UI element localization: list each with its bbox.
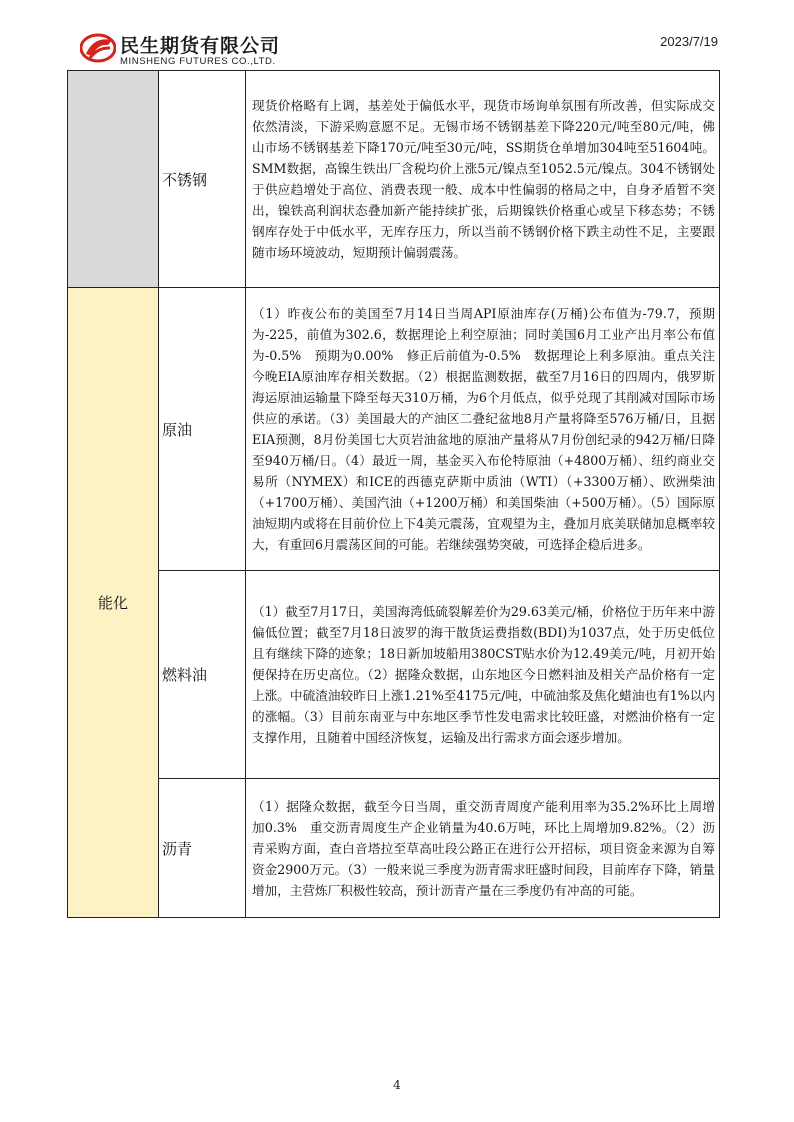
table-row bbox=[68, 288, 720, 571]
commentary-text: （1）截至7月17日，美国海湾低硫裂解差价为29.63美元/桶，价格位于历年来中游偏低位置；截至7月18日波罗的海干散货运费指数(BDI)为1037点，处于历史低位且有继续下降的迹象；18日新加坡船用380CST贴水价为12.49美元/吨，月初开始便保持在历史高位。（2）据隆众数据，山东地区今日燃料油及相关产品价格有一定上涨。中硫渣油较昨日上涨1.21%至4175元/吨，中硫油浆及焦化蜡油也有1%以内的涨幅。（3）目前东南亚与中东地区季节性发电需求比较旺盛，对燃油价格有一定支撑作用，且随着中国经济恢复，运输及出行需求方面会逐步增加。 bbox=[252, 604, 715, 745]
table-row bbox=[68, 71, 720, 288]
company-name-en: MINSHENG FUTURES CO.,LTD. bbox=[120, 56, 276, 67]
commentary-stainless-steel bbox=[246, 71, 720, 288]
sector-energy-chemicals: 能化 bbox=[68, 288, 159, 918]
sector-cell-empty bbox=[68, 71, 159, 288]
commentary-text: （1）据隆众数据，截至今日当周，重交沥青周度产能利用率为35.2%环比上周增加0.3% 重交沥青周度生产企业销量为40.6万吨，环比上周增加9.82%。（2）沥青采购方面，查白音塔拉至草高吐段公路正在进行公开招标，项目资金来源为自筹资金2900万元。（3）一般来说三季度为沥青需求旺盛时间段，目前库存下降，销量增加，主营炼厂积极性较高，预计沥青产量在三季度仍有冲高的可能。 bbox=[252, 798, 715, 898]
page-number: 4 bbox=[393, 1078, 401, 1092]
company-logo bbox=[80, 30, 340, 70]
product-name-crude-oil: 原油 bbox=[159, 288, 246, 571]
product-name-fuel-oil: 燃料油 bbox=[159, 571, 246, 779]
table-row bbox=[68, 779, 720, 918]
product-name-stainless-steel: 不锈钢 bbox=[159, 71, 246, 288]
commentary-asphalt bbox=[246, 779, 720, 918]
page-header bbox=[0, 0, 794, 70]
report-date: 2023/7/19 bbox=[660, 34, 718, 49]
commentary-crude-oil bbox=[246, 288, 720, 571]
product-name-asphalt: 沥青 bbox=[159, 779, 246, 918]
commentary-text: 现货价格略有上调，基差处于偏低水平，现货市场询单氛围有所改善，但实际成交依然清淡，下游采购意愿不足。无锡市场不锈钢基差下降220元/吨至80元/吨，佛山市场不锈钢基差下降170元/吨至30元/吨，SS期货仓单增加304吨至51604吨。SMM数据，高镍生铁出厂含税均价上涨5元/镍点至1052.5元/镍点。304不锈钢处于供应趋增处于高位、消费表现一般、成本中性偏弱的格局之中，自身矛盾暂不突出，镍铁高利润状态叠加新产能持续扩张，后期镍铁价格重心或呈下移态势；不锈钢库存处于中低水平，无库存压力，所以当前不锈钢价格下跌主动性不足，主要跟随市场环境波动，短期预计偏弱震荡。 bbox=[252, 98, 715, 260]
commentary-text: （1）昨夜公布的美国至7月14日当周API原油库存(万桶)公布值为-79.7，预期为-225，前值为302.6，数据理论上利空原油；同时美国6月工业产出月率公布值为-0.5% 预期为0.00% 修正后前值为-0.5% 数据理论上利多原油。重点关注今晚EIA原油库存相关数据。（2）根据监测数据，截至7月16日的四周内，俄罗斯海运原油运输量下降至每天310万桶，为6个月低点，似乎兑现了其削减对国际市场供应的承诺。（3）美国最大的产油区二叠纪盆地8月产量将降至576万桶/日，且据EIA预测，8月份美国七大页岩油盆地的原油产量将从7月份创纪录的942万桶/日降至940万桶/日。（4）最近一周，基金买入布伦特原油（+4800万桶）、纽约商业交易所（NYMEX）和ICE的西德克萨斯中质油（WTI）（+3300万桶）、欧洲柴油（+1700万桶）、美国汽油（+1200万桶）和美国柴油（+500万桶）。（5）国际原油短期内或将在目前价位上下4美元震荡，宜观望为主，叠加月底美联储加息概率较大，有重回6月震荡区间的可能。若继续强势突破，可选择企稳后进多。 bbox=[252, 306, 715, 552]
minsheng-logo-icon bbox=[80, 30, 116, 66]
commentary-fuel-oil bbox=[246, 571, 720, 779]
commodity-commentary-table bbox=[67, 70, 720, 918]
table-row bbox=[68, 571, 720, 779]
company-name-cn: 民生期货有限公司 bbox=[120, 35, 281, 57]
